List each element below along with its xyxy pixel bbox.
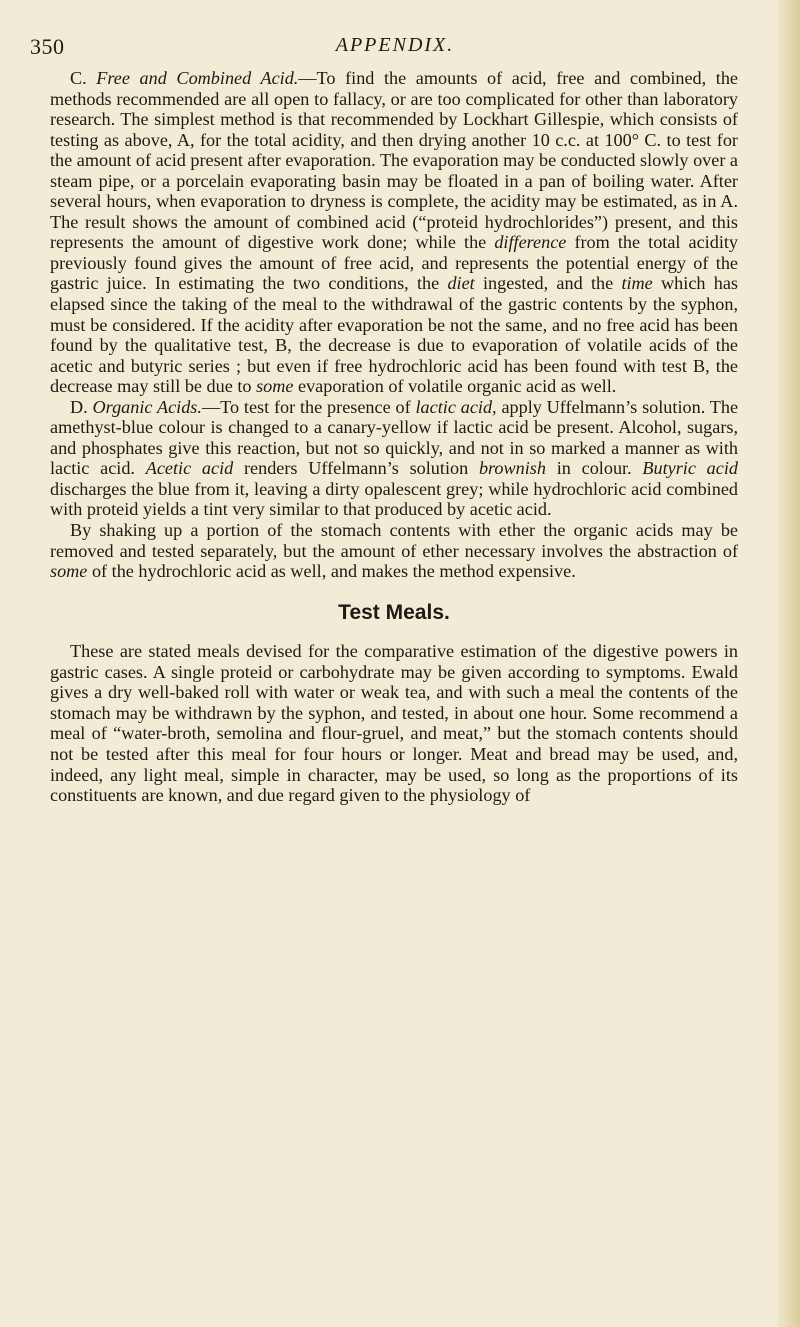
section-d-text-1: —To test for the presence of (201, 396, 411, 417)
section-d-label: D. (70, 396, 88, 417)
section-c-text-1: —To find the amounts of acid, free and combined, the methods recommended are all open to fallacy, or are too complicated for other than laboratory research. The simplest method is that recommended by Lockhart Gillespie, which consists of testing as above, A, for the total acidity, and then drying another 10 c.c. at 100° C. to test for the amount of acid present after evaporation. The evaporation may be conducted slowly over a steam pipe, or a porcelain evaporating basin may be floated in a pan of boiling water. After several hours, when evaporation to dryness is complete, the acidity may be estimated, as in A. The result shows the amount of combined acid (“proteid hydrochlorides”) present, and this represents the amount of digestive work done; while the (50, 68, 739, 253)
section-d-emphasis-2: Acetic acid (145, 458, 234, 479)
section-c-text-2: from the total acidity previously found gives the amount of free acid, and represents the potential energy of the gastric juice. In estimating the two conditions, the (50, 232, 739, 294)
section-c-title: Free and Combined Acid. (96, 68, 299, 88)
section-d-text-5: discharges the blue from it, leaving a dirty opalescent grey; while hydrochloric acid combined with proteid yields a tint very similar to that produced by acetic acid. (50, 478, 738, 520)
section-c-text-3: ingested, and the (483, 273, 614, 294)
section-c-emphasis-4: some (256, 376, 294, 397)
section-d-paragraph (50, 397, 738, 520)
section-c-emphasis-3: time (621, 273, 653, 294)
section-c-emphasis-1: difference (494, 232, 567, 253)
ether-paragraph (50, 520, 738, 582)
ether-emphasis-1: some (50, 561, 88, 582)
section-d-text-4: in colour. (556, 458, 632, 479)
ether-text-2: of the hydrochloric acid as well, and makes the method expensive. (91, 561, 576, 582)
section-d-emphasis-3: brownish (478, 458, 546, 479)
section-c-paragraph (50, 68, 738, 397)
section-c-text-4: which has elapsed since the taking of the meal to the withdrawal of the gastric contents by the syphon, must be considered. If the acidity after evaporation be not the same, and no free acid has been found by the qualitative test, B, the decrease is due to evaporation of volatile acids of the acetic and butyric series ; but even if free hydrochloric acid has been found with test B, the decrease may still be due to (50, 273, 738, 397)
page-edge-shading (778, 0, 800, 1327)
section-c-emphasis-2: diet (447, 273, 475, 294)
section-d-text-2: apply Uffelmann’s solution. The amethyst-blue colour is changed to a canary-yellow if lactic acid be present. Alcohol, sugars, and phosphates give this reaction, but not so quickly, and not in so marked a manner as with lactic acid. (50, 396, 739, 479)
page-number: 350 (30, 34, 65, 59)
section-d-emphasis-1: lactic acid, (415, 396, 497, 417)
running-head: APPENDIX. (335, 34, 455, 56)
section-c-text-5: evaporation of volatile organic acid as well. (298, 376, 617, 397)
test-meals-paragraph: These are stated meals devised for the comparative estimation of the digestive powers in gastric cases. A single proteid or carbohydrate may be given according to symptoms. Ewald gives a dry well-baked roll with water or weak tea, and with such a meal the contents of the stomach may be withdrawn by the syphon, and tested, in about one hour. Some recommend a meal of “water-broth, semolina and flour-gruel, and meat,” but the stomach contents should not be tested after this meal for four hours or longer. Meat and bread may be used, and, indeed, any light meal, simple in character, may be used, so long as the proportions of its constituents are known, and due regard given to the physiology of (50, 641, 738, 806)
section-heading-test-meals: Test Meals. (338, 600, 450, 624)
section-d-title: Organic Acids. (92, 396, 202, 417)
page-header (30, 34, 750, 64)
section-c-label: C. (70, 68, 87, 88)
section-d-text-3: renders Uffelmann’s solution (243, 458, 469, 479)
page-body (50, 68, 738, 806)
section-d-emphasis-4: Butyric acid (642, 458, 738, 479)
ether-text-1: By shaking up a portion of the stomach contents with ether the organic acids may be removed and tested separately, but the amount of ether necessary involves the abstraction of (50, 520, 738, 561)
